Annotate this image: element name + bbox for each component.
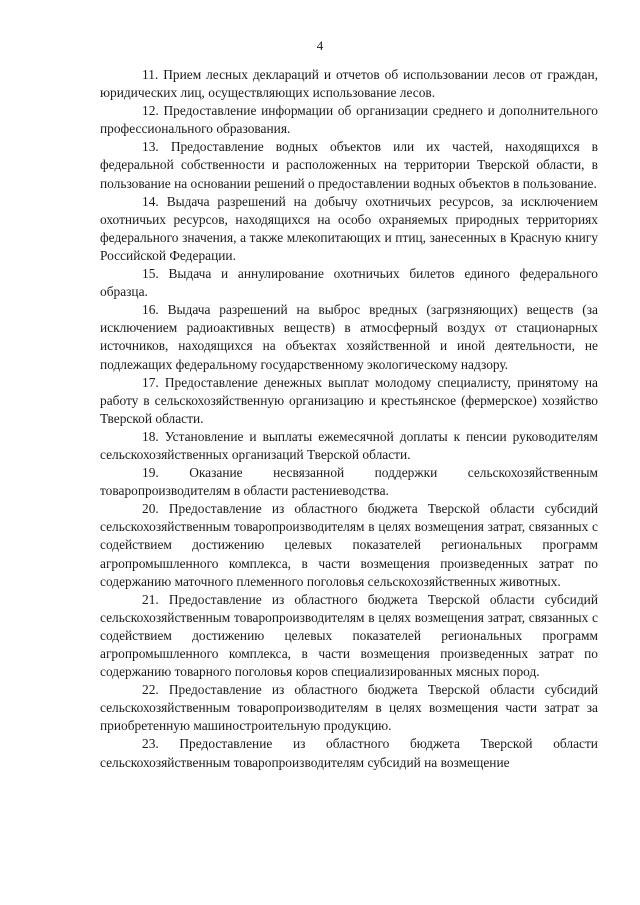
item-number: 18.: [142, 428, 159, 444]
item-number: 17.: [142, 374, 159, 390]
list-item: [100, 265, 598, 301]
item-text: Выдача и аннулирование охотничьих билетов единого федерального образца.: [100, 266, 598, 300]
item-number: 13.: [142, 139, 159, 155]
list-item: [100, 102, 598, 138]
item-text: Предоставление денежных выплат молодому специалисту, принятому на работу в сельскохозяйственную организацию и крестьянское (фермерское) хозяйство Тверской области.: [100, 374, 598, 426]
item-text: Предоставление информации об организации среднего и дополнительного профессионального образования.: [100, 103, 598, 137]
document-body: [100, 66, 598, 772]
item-text: Выдача разрешений на выброс вредных (загрязняющих) веществ (за исключением радиоактивных веществ) в атмосферный воздух от стационарных источников, находящихся на объектах хозяйственной и иной деятельности, не подлежащих федеральному государственному экологическому надзору.: [100, 302, 598, 372]
item-text: Установление и выплаты ежемесячной доплаты к пенсии руководителям сельскохозяйственных организаций Тверской области.: [100, 428, 598, 462]
list-item: [100, 735, 598, 771]
page-number: 4: [316, 38, 324, 53]
item-text: Предоставление из областного бюджета Тверской области субсидий сельскохозяйственным товаропроизводителям в целях возмещения затрат, связанных с содействием достижению целевых показателей региональных программ агропромышленного комплекса, в части возмещения произведенных затрат по содержанию товарного поголовья коров специализированных мясных пород.: [100, 591, 598, 680]
item-number: 14.: [142, 193, 159, 209]
list-item: [100, 193, 598, 265]
list-item: [100, 500, 598, 590]
item-number: 21.: [142, 591, 159, 607]
item-number: 23.: [142, 736, 159, 752]
item-text: Предоставление из областного бюджета Тверской области субсидий сельскохозяйственным товаропроизводителям в целях возмещения затрат, связанных с содействием достижению целевых показателей региональных программ агропромышленного комплекса, в части возмещения произведенных затрат по содержанию маточного племенного поголовья сельскохозяйственных животных.: [100, 501, 598, 589]
item-number: 20.: [142, 501, 159, 517]
list-item: [100, 428, 598, 464]
item-number: 16.: [142, 302, 159, 318]
list-item: [100, 591, 598, 681]
item-number: 11.: [142, 67, 159, 82]
list-item: [100, 464, 598, 500]
item-number: 22.: [142, 682, 159, 698]
item-text: Выдача разрешений на добычу охотничьих ресурсов, за исключением охотничьих ресурсов, находящихся на особо охраняемых природных территориях федерального значения, а также млекопитающих и птиц, занесенных в Красную книгу Российской Федерации.: [100, 193, 598, 263]
item-text: Предоставление из областного бюджета Тверской области субсидий сельскохозяйственным товаропроизводителям в целях возмещения части затрат за приобретенную машиностроительную продукцию.: [100, 682, 598, 734]
item-text: Предоставление водных объектов или их частей, находящихся в федеральной собственности и расположенных на территории Тверской области, в пользование на основании решений о предоставлении водных объектов в пользование.: [100, 139, 598, 191]
item-text: Предоставление из областного бюджета Тверской области сельскохозяйственным товаропроизводителям субсидий на возмещение: [100, 736, 598, 770]
list-item: [100, 66, 598, 102]
list-item: [100, 138, 598, 192]
list-item: [100, 301, 598, 373]
item-number: 19.: [142, 465, 159, 481]
list-item: [100, 681, 598, 735]
item-text: Прием лесных деклараций и отчетов об использовании лесов от граждан, юридических лиц, осуществляющих использование лесов.: [100, 67, 598, 101]
item-text: Оказание несвязанной поддержки сельскохозяйственным товаропроизводителям в области растениеводства.: [100, 465, 598, 499]
item-number: 12.: [142, 103, 159, 119]
list-item: [100, 374, 598, 428]
item-number: 15.: [142, 266, 159, 282]
